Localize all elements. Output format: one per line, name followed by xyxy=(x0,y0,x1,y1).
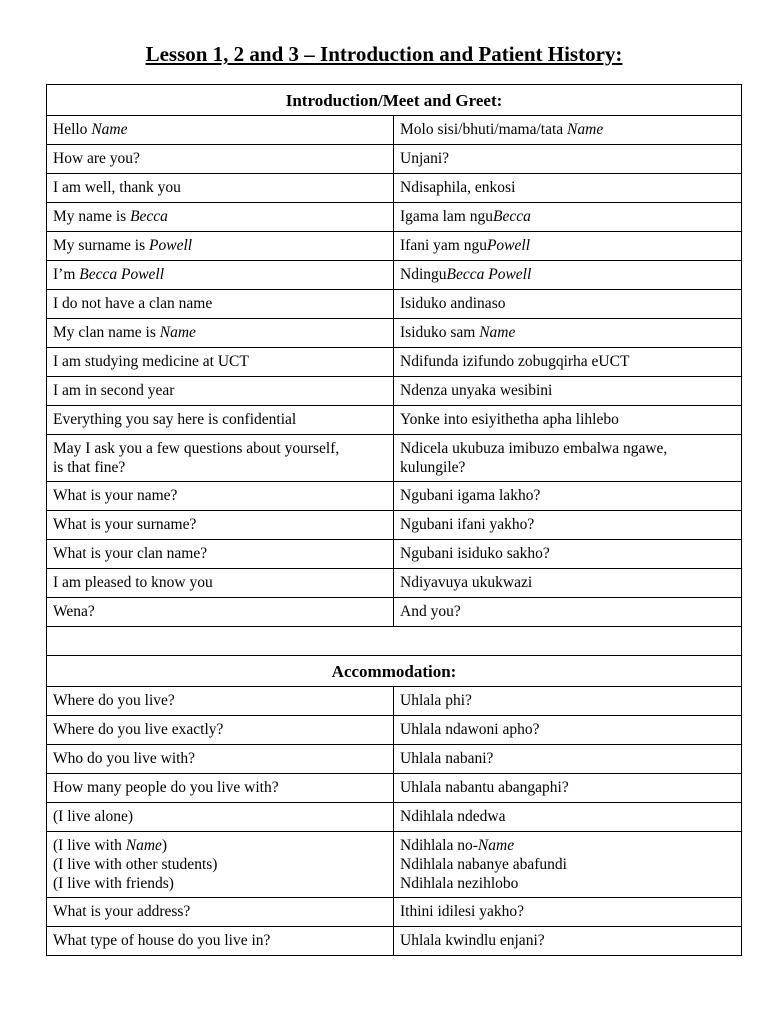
cell-line xyxy=(400,410,735,429)
text-segment: Ngubani igama lakho? xyxy=(400,487,541,504)
xhosa-phrase xyxy=(394,319,742,348)
table-row xyxy=(47,832,742,898)
text-segment: How are you? xyxy=(53,150,140,167)
table-row xyxy=(47,569,742,598)
text-segment: kulungile? xyxy=(400,459,466,476)
cell-line xyxy=(53,149,387,168)
cell-line xyxy=(400,691,735,710)
section-heading: Accommodation: xyxy=(47,656,742,687)
table-row xyxy=(47,687,742,716)
xhosa-phrase xyxy=(394,832,742,898)
text-segment: Ndihlala nezihlobo xyxy=(400,875,519,892)
cell-line xyxy=(400,294,735,313)
text-segment: Ndiyavuya ukukwazi xyxy=(400,574,533,591)
text-segment: Where do you live exactly? xyxy=(53,721,224,738)
english-phrase xyxy=(47,482,394,511)
cell-line xyxy=(53,931,387,950)
cell-line xyxy=(53,544,387,563)
english-phrase xyxy=(47,348,394,377)
table-row xyxy=(47,261,742,290)
table-row xyxy=(47,406,742,435)
cell-line xyxy=(400,855,735,874)
cell-line xyxy=(53,178,387,197)
cell-line xyxy=(400,602,735,621)
text-segment: Everything you say here is confidential xyxy=(53,411,297,428)
cell-line xyxy=(53,836,387,855)
cell-line xyxy=(400,120,735,139)
table-row xyxy=(47,435,742,482)
text-segment: Uhlala nabantu abangaphi? xyxy=(400,779,569,796)
table-row xyxy=(47,377,742,406)
table-row xyxy=(47,116,742,145)
cell-line xyxy=(400,931,735,950)
english-phrase xyxy=(47,774,394,803)
cell-line xyxy=(400,352,735,371)
cell-line xyxy=(53,602,387,621)
english-phrase xyxy=(47,716,394,745)
xhosa-phrase xyxy=(394,377,742,406)
table-row xyxy=(47,348,742,377)
cell-line xyxy=(53,573,387,592)
table-row xyxy=(47,927,742,956)
table-row xyxy=(47,540,742,569)
english-phrase xyxy=(47,569,394,598)
xhosa-phrase xyxy=(394,290,742,319)
xhosa-phrase xyxy=(394,540,742,569)
xhosa-phrase xyxy=(394,598,742,627)
text-segment: Ndisaphila, enkosi xyxy=(400,179,516,196)
italic-text: Becca Powell xyxy=(446,266,532,283)
text-segment: I am studying medicine at UCT xyxy=(53,353,249,370)
section-heading: Introduction/Meet and Greet: xyxy=(47,85,742,116)
text-segment: Ngubani ifani yakho? xyxy=(400,516,535,533)
text-segment: I am pleased to know you xyxy=(53,574,213,591)
english-phrase xyxy=(47,232,394,261)
text-segment: Ifani yam ngu xyxy=(400,237,487,254)
table-row xyxy=(47,174,742,203)
text-segment: Wena? xyxy=(53,603,95,620)
english-phrase xyxy=(47,687,394,716)
english-phrase xyxy=(47,261,394,290)
english-phrase xyxy=(47,290,394,319)
xhosa-phrase xyxy=(394,898,742,927)
cell-line xyxy=(53,486,387,505)
text-segment: May I ask you a few questions about yourself, xyxy=(53,440,340,457)
xhosa-phrase xyxy=(394,745,742,774)
text-segment: Ndihlala nabanye abafundi xyxy=(400,856,567,873)
cell-line xyxy=(53,807,387,826)
text-segment: Where do you live? xyxy=(53,692,175,709)
text-segment: My surname is xyxy=(53,237,150,254)
italic-text: Becca Powell xyxy=(79,266,165,283)
xhosa-phrase xyxy=(394,482,742,511)
text-segment: What is your clan name? xyxy=(53,545,208,562)
text-segment: (I live with friends) xyxy=(53,875,174,892)
text-segment: Ndingu xyxy=(400,266,447,283)
cell-line xyxy=(400,236,735,255)
cell-line xyxy=(400,778,735,797)
text-segment: Molo sisi/bhuti/mama/tata xyxy=(400,121,568,138)
xhosa-phrase xyxy=(394,406,742,435)
table-row xyxy=(47,232,742,261)
text-segment: Ndifunda izifundo zobugqirha eUCT xyxy=(400,353,630,370)
text-segment: My clan name is xyxy=(53,324,160,341)
english-phrase xyxy=(47,898,394,927)
english-phrase xyxy=(47,540,394,569)
text-segment: How many people do you live with? xyxy=(53,779,279,796)
text-segment: Uhlala nabani? xyxy=(400,750,494,767)
english-phrase xyxy=(47,927,394,956)
text-segment: And you? xyxy=(400,603,461,620)
text-segment: What type of house do you live in? xyxy=(53,932,271,949)
xhosa-phrase xyxy=(394,261,742,290)
cell-line xyxy=(53,778,387,797)
xhosa-phrase xyxy=(394,174,742,203)
cell-line xyxy=(400,544,735,563)
italic-text: Becca xyxy=(492,208,531,225)
cell-line xyxy=(400,515,735,534)
english-phrase xyxy=(47,377,394,406)
text-segment: My name is xyxy=(53,208,131,225)
page-title: Lesson 1, 2 and 3 – Introduction and Patient History: xyxy=(145,42,623,66)
italic-text: Name xyxy=(477,837,515,854)
text-segment: Ndicela ukubuza imibuzo embalwa ngawe, xyxy=(400,440,668,457)
cell-line xyxy=(53,902,387,921)
cell-line xyxy=(400,573,735,592)
xhosa-phrase xyxy=(394,145,742,174)
blank-cell xyxy=(47,627,742,656)
xhosa-phrase xyxy=(394,232,742,261)
english-phrase xyxy=(47,745,394,774)
text-segment: I am well, thank you xyxy=(53,179,181,196)
xhosa-phrase xyxy=(394,435,742,482)
xhosa-phrase xyxy=(394,116,742,145)
text-segment: Who do you live with? xyxy=(53,750,196,767)
text-segment: What is your surname? xyxy=(53,516,197,533)
cell-line xyxy=(400,902,735,921)
text-segment: (I live with other students) xyxy=(53,856,218,873)
text-segment: Ithini idilesi yakho? xyxy=(400,903,524,920)
text-segment: Uhlala ndawoni apho? xyxy=(400,721,540,738)
table-row xyxy=(47,598,742,627)
text-segment: What is your address? xyxy=(53,903,191,920)
italic-text: Name xyxy=(567,121,604,138)
text-segment: Ndenza unyaka wesibini xyxy=(400,382,553,399)
cell-line xyxy=(53,855,387,874)
cell-line xyxy=(400,874,735,893)
text-segment: What is your name? xyxy=(53,487,178,504)
text-segment: Ngubani isiduko sakho? xyxy=(400,545,550,562)
text-segment: Isiduko sam xyxy=(400,324,480,341)
text-segment: Uhlala phi? xyxy=(400,692,472,709)
text-segment: (I live alone) xyxy=(53,808,134,825)
english-phrase xyxy=(47,203,394,232)
xhosa-phrase xyxy=(394,348,742,377)
cell-line xyxy=(53,120,387,139)
text-segment: Ndihlala ndedwa xyxy=(400,808,506,825)
cell-line xyxy=(400,265,735,284)
cell-line xyxy=(53,874,387,893)
cell-line xyxy=(53,720,387,739)
cell-line xyxy=(53,381,387,400)
cell-line xyxy=(400,149,735,168)
cell-line xyxy=(53,691,387,710)
italic-text: Name xyxy=(91,121,128,138)
text-segment: I do not have a clan name xyxy=(53,295,213,312)
english-phrase xyxy=(47,145,394,174)
xhosa-phrase xyxy=(394,927,742,956)
cell-line xyxy=(53,265,387,284)
cell-line xyxy=(53,749,387,768)
xhosa-phrase xyxy=(394,203,742,232)
italic-text: Powell xyxy=(149,237,193,254)
cell-line xyxy=(400,486,735,505)
table-row xyxy=(47,145,742,174)
cell-line xyxy=(400,381,735,400)
text-segment: I’m xyxy=(53,266,80,283)
english-phrase xyxy=(47,116,394,145)
text-segment: Uhlala kwindlu enjani? xyxy=(400,932,545,949)
english-phrase xyxy=(47,435,394,482)
cell-line xyxy=(53,352,387,371)
cell-line xyxy=(400,720,735,739)
italic-text: Name xyxy=(159,324,196,341)
cell-line xyxy=(400,439,735,458)
english-phrase xyxy=(47,174,394,203)
text-segment: Igama lam ngu xyxy=(400,208,493,225)
text-segment: Isiduko andinaso xyxy=(400,295,506,312)
cell-line xyxy=(53,458,387,477)
xhosa-phrase xyxy=(394,716,742,745)
cell-line xyxy=(400,807,735,826)
english-phrase xyxy=(47,803,394,832)
cell-line xyxy=(53,410,387,429)
cell-line xyxy=(53,515,387,534)
text-segment: Yonke into esiyithetha apha lihlebo xyxy=(400,411,619,428)
table-row xyxy=(47,482,742,511)
table-row xyxy=(47,898,742,927)
italic-text: Name xyxy=(125,837,162,854)
table-row xyxy=(47,203,742,232)
italic-text: Becca xyxy=(130,208,168,225)
text-segment: (I live with xyxy=(53,837,126,854)
english-phrase xyxy=(47,406,394,435)
section-heading-row xyxy=(47,656,742,687)
xhosa-phrase xyxy=(394,774,742,803)
table-row xyxy=(47,774,742,803)
table-row xyxy=(47,319,742,348)
cell-line xyxy=(400,458,735,477)
cell-line xyxy=(400,323,735,342)
text-segment: ) xyxy=(161,837,168,854)
cell-line xyxy=(53,236,387,255)
italic-text: Name xyxy=(479,324,516,341)
cell-line xyxy=(53,207,387,226)
text-segment: Unjani? xyxy=(400,150,450,167)
phrase-table-body xyxy=(47,85,742,956)
xhosa-phrase xyxy=(394,803,742,832)
table-row xyxy=(47,716,742,745)
table-row xyxy=(47,511,742,540)
english-phrase xyxy=(47,319,394,348)
table-row xyxy=(47,803,742,832)
cell-line xyxy=(53,294,387,313)
english-phrase xyxy=(47,598,394,627)
xhosa-phrase xyxy=(394,687,742,716)
cell-line xyxy=(53,323,387,342)
cell-line xyxy=(400,207,735,226)
xhosa-phrase xyxy=(394,511,742,540)
phrase-table xyxy=(46,84,742,956)
text-segment: I am in second year xyxy=(53,382,175,399)
xhosa-phrase xyxy=(394,569,742,598)
text-segment: is that fine? xyxy=(53,459,126,476)
table-row xyxy=(47,745,742,774)
italic-text: Powell xyxy=(486,237,531,254)
section-heading-row xyxy=(47,85,742,116)
english-phrase xyxy=(47,832,394,898)
cell-line xyxy=(400,178,735,197)
text-segment: Ndihlala no- xyxy=(400,837,478,854)
text-segment: Hello xyxy=(53,121,92,138)
table-row xyxy=(47,290,742,319)
cell-line xyxy=(53,439,387,458)
cell-line xyxy=(400,836,735,855)
blank-row xyxy=(47,627,742,656)
cell-line xyxy=(400,749,735,768)
english-phrase xyxy=(47,511,394,540)
